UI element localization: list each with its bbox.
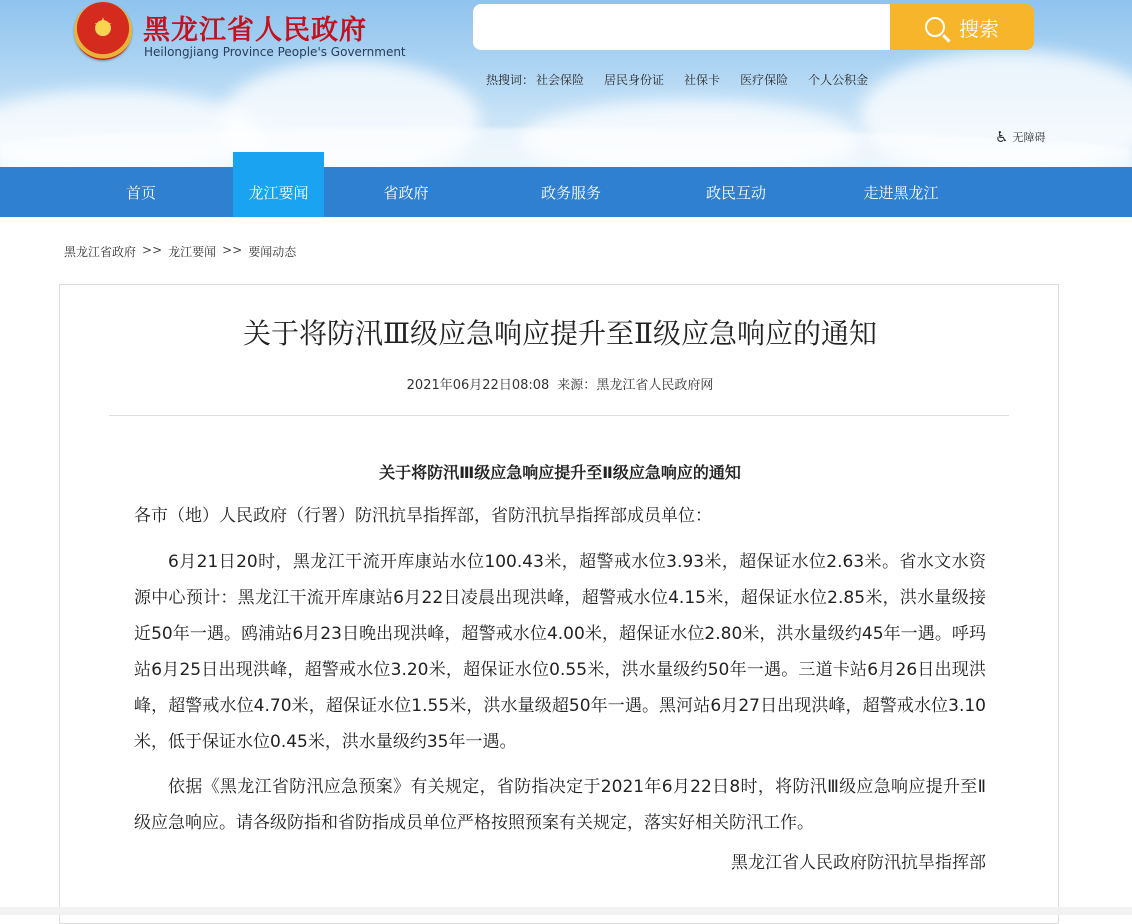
national-emblem-icon[interactable]: ★ <box>74 2 132 60</box>
page-bottom-strip <box>0 907 1132 915</box>
hot-words-label: 热搜词： <box>486 73 535 87</box>
breadcrumb-separator: >> <box>142 243 163 257</box>
search-icon <box>925 17 945 37</box>
article-container <box>59 284 1059 924</box>
document-title: 关于将防汛Ⅲ级应急响应提升至Ⅱ级应急响应的通知 <box>379 463 741 482</box>
accessibility-link[interactable] <box>995 128 1045 146</box>
hot-words <box>486 71 888 88</box>
breadcrumb-separator: >> <box>222 243 243 257</box>
nav-item-provincial-government[interactable]: 省政府 <box>383 184 429 202</box>
title-divider <box>109 415 1009 416</box>
nav-item-public-interaction[interactable]: 政民互动 <box>705 184 766 202</box>
hot-word-link[interactable]: 个人公积金 <box>808 73 869 87</box>
publish-date: 2021年06月22日08:08 <box>406 378 550 393</box>
accessibility-icon: ♿ <box>995 128 1009 146</box>
hot-word-link[interactable]: 社保卡 <box>684 73 721 87</box>
site-subtitle: Heilongjiang Province People's Government <box>144 45 406 59</box>
breadcrumb-link[interactable]: 要闻动态 <box>248 245 297 259</box>
nav-item-government-services[interactable]: 政务服务 <box>540 184 601 202</box>
accessibility-label: 无障碍 <box>1012 131 1046 144</box>
search-button[interactable] <box>890 4 1034 50</box>
source-label: 来源： <box>557 378 597 393</box>
nav-item-longjiang-news[interactable]: 龙江要闻 <box>233 152 324 217</box>
article-body <box>134 461 986 876</box>
body-paragraph: 依据《黑龙江省防汛应急预案》有关规定，省防指决定于2021年6月22日8时，将防汛Ⅲ级应急响应提升至Ⅱ级应急响应。请各级防指和省防指成员单位严格按照预案有关规定，落实好相关防汛工作。 <box>134 777 986 833</box>
signature: 黑龙江省人民政府防汛抗旱指挥部 <box>731 853 986 873</box>
article-title: 关于将防汛Ⅲ级应急响应提升至Ⅱ级应急响应的通知 <box>242 317 878 350</box>
nav-item-home[interactable]: 首页 <box>125 184 156 202</box>
search-button-label: 搜索 <box>959 16 999 41</box>
article-meta <box>60 374 1060 393</box>
site-header <box>0 0 1132 167</box>
breadcrumb <box>64 243 296 260</box>
hot-word-link[interactable]: 居民身份证 <box>604 73 665 87</box>
body-paragraph: 6月21日20时，黑龙江干流开库康站水位100.43米，超警戒水位3.93米，超保证水位2.63米。省水文水资源中心预计：黑龙江干流开库康站6月22日凌晨出现洪峰，超警戒水位4.15米，超保证水位2.85米，洪水量级接近50年一遇。鸥浦站6月23日晚出现洪峰，超警戒水位4.00米，超保证水位2.80米，洪水量级约45年一遇。呼玛站6月25日出现洪峰，超警戒水位3.20米，超保证水位0.55米，洪水量级约50年一遇。三道卡站6月26日出现洪峰，超警戒水位4.70米，超保证水位1.55米，洪水量级超50年一遇。黑河站6月27日出现洪峰，超警戒水位3.10米，低于保证水位0.45米，洪水量级约35年一遇。 <box>134 552 986 752</box>
breadcrumb-link[interactable]: 龙江要闻 <box>168 245 217 259</box>
site-title[interactable]: 黑龙江省人民政府 <box>143 15 367 46</box>
source-name: 黑龙江省人民政府网 <box>596 378 714 393</box>
breadcrumb-link[interactable]: 黑龙江省政府 <box>64 245 137 259</box>
main-nav <box>0 167 1132 217</box>
hot-word-link[interactable]: 社会保险 <box>536 73 585 87</box>
hot-word-link[interactable]: 医疗保险 <box>740 73 789 87</box>
search-input[interactable] <box>473 4 890 50</box>
salutation: 各市（地）人民政府（行署）防汛抗旱指挥部，省防汛抗旱指挥部成员单位： <box>134 506 712 526</box>
nav-item-about-heilongjiang[interactable]: 走进黑龙江 <box>863 184 939 202</box>
